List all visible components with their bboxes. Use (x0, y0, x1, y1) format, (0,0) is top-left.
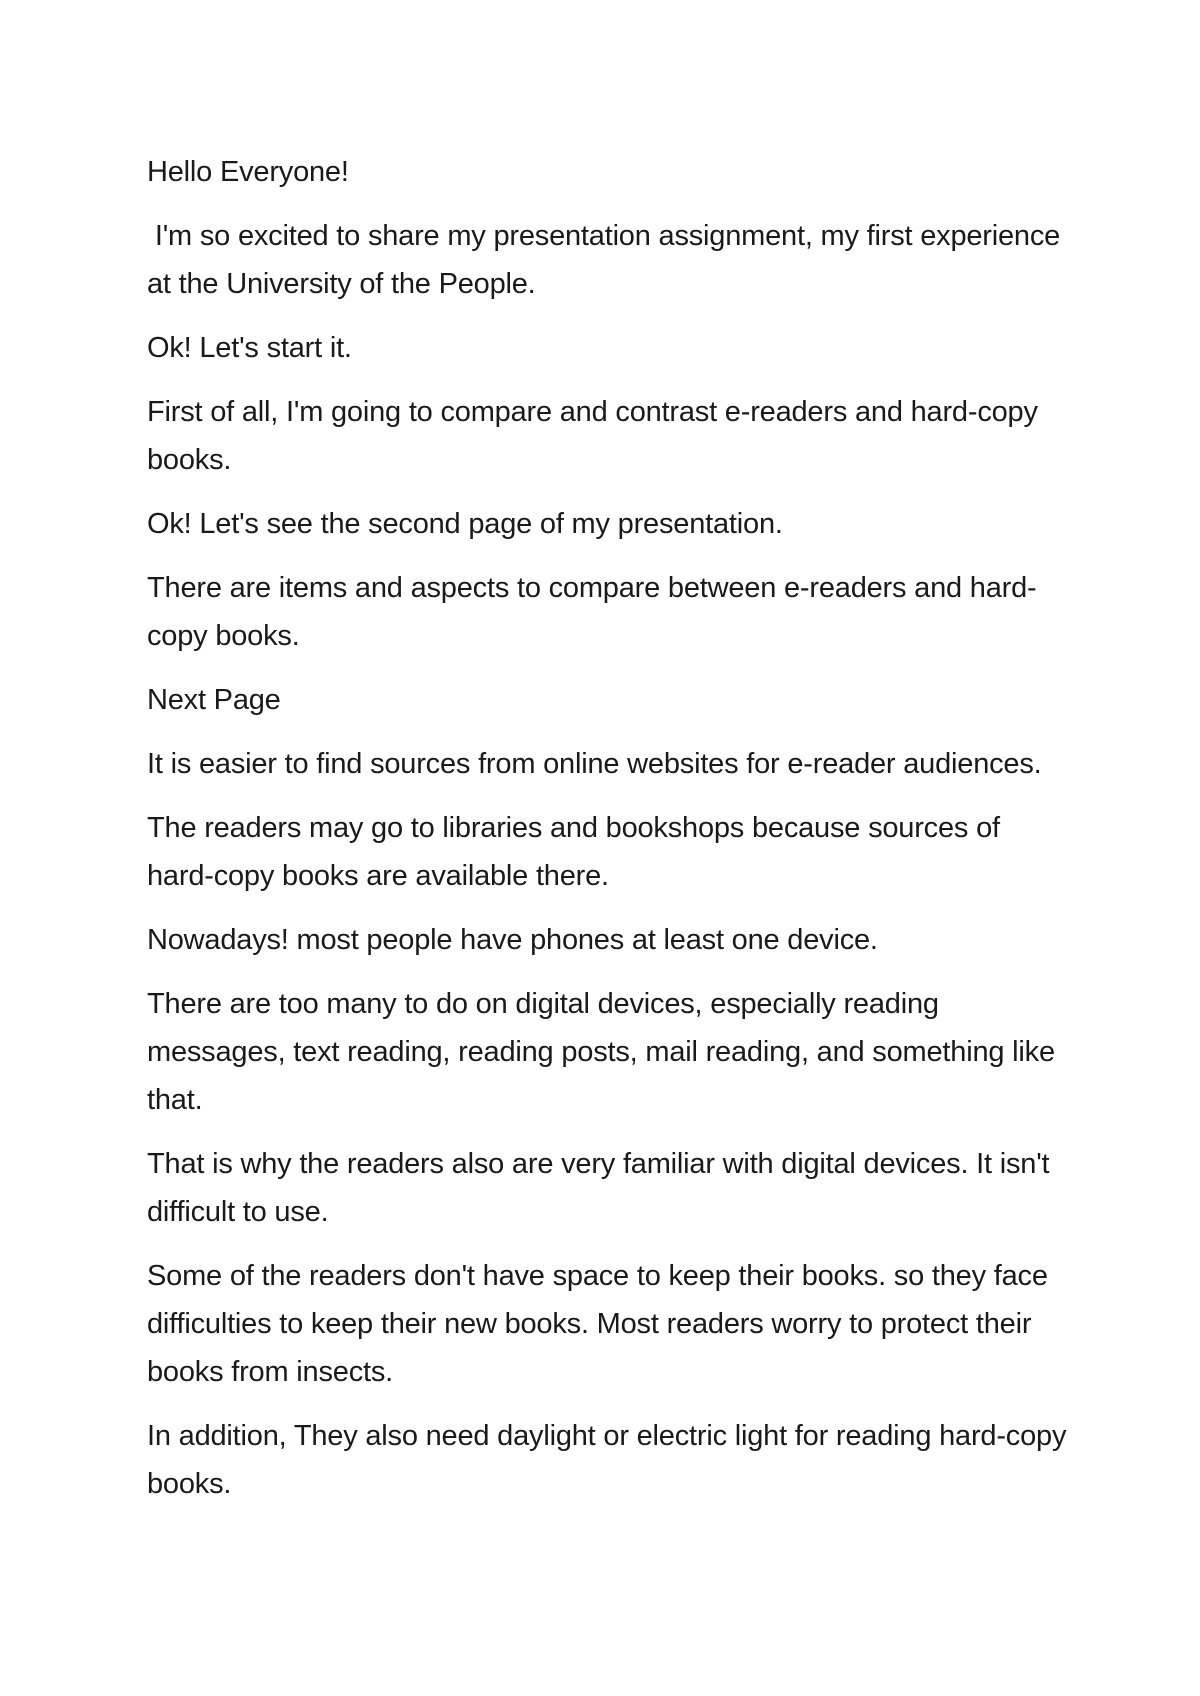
paragraph-libraries: The readers may go to libraries and bookshops because sources of hard-copy books are available there. (147, 812, 1008, 892)
paragraph-aspects: There are items and aspects to compare between e-readers and hard-copy books. (147, 572, 1037, 652)
paragraph-space: Some of the readers don't have space to keep their books. so they face difficulties to keep their new books. Most readers worry to protect their books from insects. (147, 1260, 1056, 1388)
document-body (147, 148, 1075, 1524)
paragraph-compare: First of all, I'm going to compare and contrast e-readers and hard-copy books. (147, 396, 1046, 476)
paragraph-next-page: Next Page (147, 684, 281, 716)
paragraph-start: Ok! Let's start it. (147, 332, 352, 364)
paragraph-second-page: Ok! Let's see the second page of my presentation. (147, 508, 783, 540)
paragraph-greeting: Hello Everyone! (147, 156, 349, 188)
paragraph-familiar: That is why the readers also are very familiar with digital devices. It isn't difficult to use. (147, 1148, 1058, 1228)
paragraph-online-sources: It is easier to find sources from online websites for e-reader audiences. (147, 748, 1042, 780)
paragraph-light: In addition, They also need daylight or electric light for reading hard-copy books. (147, 1420, 1075, 1500)
paragraph-intro: I'm so excited to share my presentation assignment, my first experience at the University of the People. (147, 220, 1068, 300)
paragraph-phones: Nowadays! most people have phones at least one device. (147, 924, 878, 956)
paragraph-digital-devices: There are too many to do on digital devices, especially reading messages, text reading, reading posts, mail reading, and something like that. (147, 988, 1063, 1116)
